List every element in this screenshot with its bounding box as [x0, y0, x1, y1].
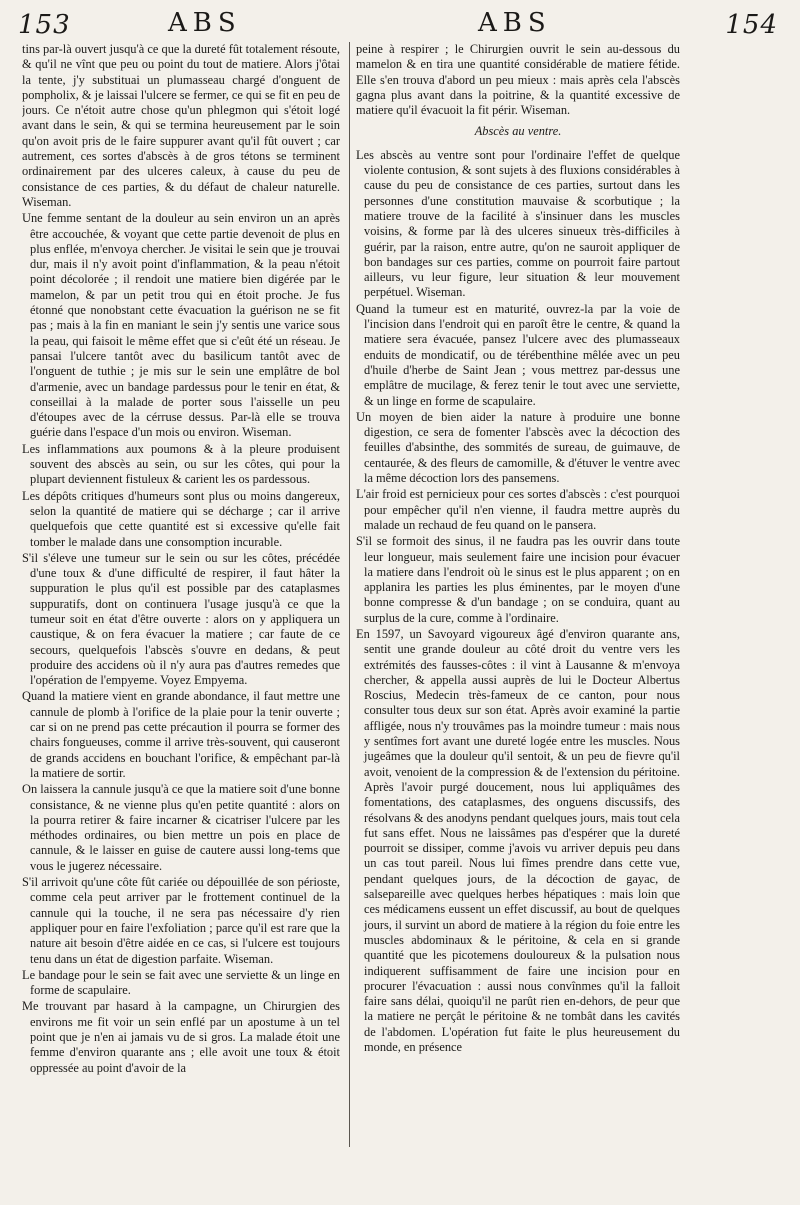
paragraph: On laissera la cannule jusqu'à ce que la matiere soit d'une bonne consistance, & ne vienne plus qu'en petite quantité : alors on la pourra retirer & faire incarner & cicatriser l'ulcere par les méthodes ordinaires, ou bien mettre un pois en place de cannule, & le laisser en guise de cautere aussi long-tems que vous le jugerez nécessaire. [22, 782, 340, 873]
left-column [22, 42, 340, 1165]
paragraph: tins par-là ouvert jusqu'à ce que la dureté fût totalement résoute, & qu'il ne vînt que peu ou point du tout de matiere. Alors j'ôtai la tente, j'y substituai un plumasseau chargé d'onguent de pompholix, & je laissai l'ulcere se fermer, ce qui se fit en peu de jours. Ce n'étoit autre chose qu'un phlegmon qui s'étoit logé avant dans le sein, & qui se termina heureusement par le soin qu'on avoit pris de le faire suppurer avant qu'il fût ouvert ; car autrement, ces sortes d'abscès à de gros tétons se terminent ordinairement par des ulceres caleux, à cause du peu de consistance de ces parties, & du défaut de chaleur naturelle. Wiseman. [22, 42, 340, 209]
right-running-head: ABS [478, 8, 552, 38]
paragraph: Quand la matiere vient en grande abondance, il faut mettre une cannule de plomb à l'orifice de la plaie pour la tenir ouverte ; car si on ne prend pas cette précaution il pourra se former des chairs fongueuses, comme il arrive très-souvent, qui causeront de grands accidens en bouchant l'orifice, & empêchant par-là la matiere de sortir. [22, 689, 340, 780]
paragraph: S'il s'éleve une tumeur sur le sein ou sur les côtes, précédée d'une toux & d'une difficulté de respirer, il faut hâter la suppuration le plus qu'il est possible par des cataplasmes suppuratifs, dont on continuera l'usage jusqu'à ce que la tumeur soit en état d'être ouverte : alors on y appliquera un caustique, & on fera évacuer la matiere ; car faute de ce secours, quelquefois l'abscès s'ouvre en dedans, & peut produire des accidens où il n'y aura pas d'autres remedes que l'opération de l'empyeme. Voyez Empyema. [22, 550, 340, 688]
paragraph: Un moyen de bien aider la nature à produire une bonne digestion, ce sera de fomenter l'abscès avec la décoction des feuilles d'absinthe, des sommités de sureau, de guimauve, de centaurée, & des fleurs de camomille, & d'étuver le ventre avec la même décoction lors des pansemens. [356, 409, 680, 486]
right-page-number: 154 [725, 10, 778, 40]
left-running-head: ABS [168, 8, 242, 38]
paragraph: Les abscès au ventre sont pour l'ordinaire l'effet de quelque violente contusion, & sont sujets à des fluxions considérables à cause du peu de consistance de ces parties, surtout dans les personnes d'une constitution mauvaise & scorbutique ; la matiere trouve de la facilité à s'insinuer dans les muscles voisins, & forme par là des ulceres sinueux très-difficiles à guérir, par la raison, entre autre, qu'on ne sauroit appliquer de bon bandages sur ces parties, comme on pourroit faire partout ailleurs, vu leur figure, leur situation & leur mouvement perpétuel. Wiseman. [356, 147, 680, 300]
paragraph: S'il se formoit des sinus, il ne faudra pas les ouvrir dans toute leur longueur, mais seulement faire une incision pour évacuer la matiere dans l'endroit où le sinus est le plus apparent ; on en applanira les parties les plus éminentes, par le moyen d'une bonne compresse & d'un bandage ; on se conduira, quant au surplus de la cure, comme à l'ordinaire. [356, 534, 680, 625]
paragraph: Le bandage pour le sein se fait avec une serviette & un linge en forme de scapulaire. [22, 967, 340, 998]
paragraph: Quand la tumeur est en maturité, ouvrez-la par la voie de l'incision dans l'endroit qui en paroît être le centre, & quand la matiere sera évacuée, pansez l'ulcere avec des plumasseaux enduits de mondicatif, ou de térébenthine mêlée avec un peu d'huile d'herbe de Saint Jean ; vous mettrez par-dessus une emplâtre de mucilage, & ferez tenir le tout avec une serviette, & un linge en forme de scapulaire. [356, 301, 680, 408]
right-column [356, 42, 680, 1165]
paragraph: Les dépôts critiques d'humeurs sont plus ou moins dangereux, selon la quantité de matiere qui se décharge ; car il arrive quelquefois que cette quantité est si excessive qu'elle fait tomber le malade dans une consomption incurable. [22, 488, 340, 549]
section-title: Abscès au ventre. [474, 124, 562, 139]
paragraph: S'il arrivoit qu'une côte fût cariée ou dépouillée de son périoste, comme cela peut arriver par le frottement continuel de la cannule qui la touche, il ne sera pas nécessaire d'y rien appliquer pour en faire l'exfoliation ; parce qu'il est rare que la nature ait besoin d'être aidée en ce cas, si l'ulcere est toujours tenu dans un état de digestion parfaite. Wiseman. [22, 875, 340, 966]
paragraph: L'air froid est pernicieux pour ces sortes d'abscès : c'est pourquoi pour empêcher qu'il n'en vienne, il faudra mettre auprès du malade un rechaud de feu quand on le pansera. [356, 487, 680, 532]
paragraph: peine à respirer ; le Chirurgien ouvrit le sein au-dessous du mamelon & en tira une quantité considérable de matiere fétide. Elle s'en trouva d'abord un peu mieux : mais après cela l'abscès gagna plus avant dans la poitrine, & la quantité excessive de matiere qu'il évacuoit la fit périr. Wiseman. [356, 42, 680, 118]
column-divider [349, 42, 350, 1147]
paragraph: Une femme sentant de la douleur au sein environ un an après être accouchée, & voyant que cette partie devenoit de plus en plus enflée, m'envoya chercher. Je visitai le sein que je trouvai dur, mais il n'y avoit point d'inflammation, & la peau n'étoit point décolorée ; il rendoit une matiere bien digérée par le mamelon, & par un petit trou qui en étoit proche. Je fus étonné que nonobstant cette évacuation la guérison ne se fit pas ; mais à la fin en maniant le sein j'y sentis une varice sous la peau, qui faisoit le même effet que si c'eût été un réseau. Je pansai l'ulcere tantôt avec du basilicum tantôt avec de l'onguent de tuthie ; je mis sur le sein une emplâtre de bol d'armenie, avec un bandage pardessus pour le tenir en état, & conseillai à la malade de porter sous l'aisselle un peu d'étoupes avec de la cérruse dessus. Par-là elle se trouva guérie dans l'espace d'un mois ou environ. Wiseman. [22, 211, 340, 440]
paragraph: Me trouvant par hasard à la campagne, un Chirurgien des environs me fit voir un sein enflé par un apostume à un tel point que je n'en ai jamais vu de si gros. La malade étoit une femme d'environ quarante ans ; elle avoit une toux & étoit oppressée au point d'avoir de la [22, 999, 340, 1075]
page-header [0, 2, 800, 42]
paragraph: En 1597, un Savoyard vigoureux âgé d'environ quarante ans, sentit une grande douleur au côté droit du ventre vers les extrémités des fausses-côtes : il vint à Lausanne & m'envoya chercher, & appella aussi auprès de lui le Docteur Albertus Roscius, Medecin très-fameux de ce canton, pour nous consulter tous deux sur son état. Après avoir examiné la partie affligée, nous n'y trouvâmes pas la moindre tumeur : mais nous y sentîmes fort avant une dureté logée entre les muscles. Nous jugeâmes que la douleur qu'il sentoit, & un peu de fievre qu'il avoit, venoient de la compression & de l'extension du péritoine. Après l'avoir purgé doucement, nous lui appliquâmes des fomentations, des cataplasmes, des onguens discussifs, des résolvans & des anodyns pendant quelques jours, mais tout cela fut sans effet. Nous ne laissâmes pas d'espérer que la dureté pourroit se dissiper, comme j'avois vu arriver depuis peu dans un cas tout pareil. Nous lui fîmes prendre dans cette vue, pendant quelques jours, de la décoction de gayac, de salsepareille avec quelques herbes hépatiques : mais loin que ces médicamens eussent un effet discussif, au bout de quelques jours, il survint un abord de matiere à la région du foie entre les muscles abdominaux & le péritoine, & cela en si grande quantité que les picotemens douloureux & la pulsation nous indiquerent suffisamment de faire une incision pour en procurer l'évacuation : aussi nous convînmes qu'il la falloit faire sans délai, quoiqu'il ne parût rien en-dehors, de peur que la matiere ne perçât le péritoine & ne tombât dans les cavités de l'abdomen. L'opération fut faite le plus heureusement du monde, en présence [356, 626, 680, 1054]
paragraph: Les inflammations aux poumons & à la pleure produisent souvent des abscès au sein, ou sur les côtes, qui pour la plupart deviennent fistuleux & carient les os pardessous. [22, 441, 340, 487]
left-page-number: 153 [18, 10, 71, 40]
